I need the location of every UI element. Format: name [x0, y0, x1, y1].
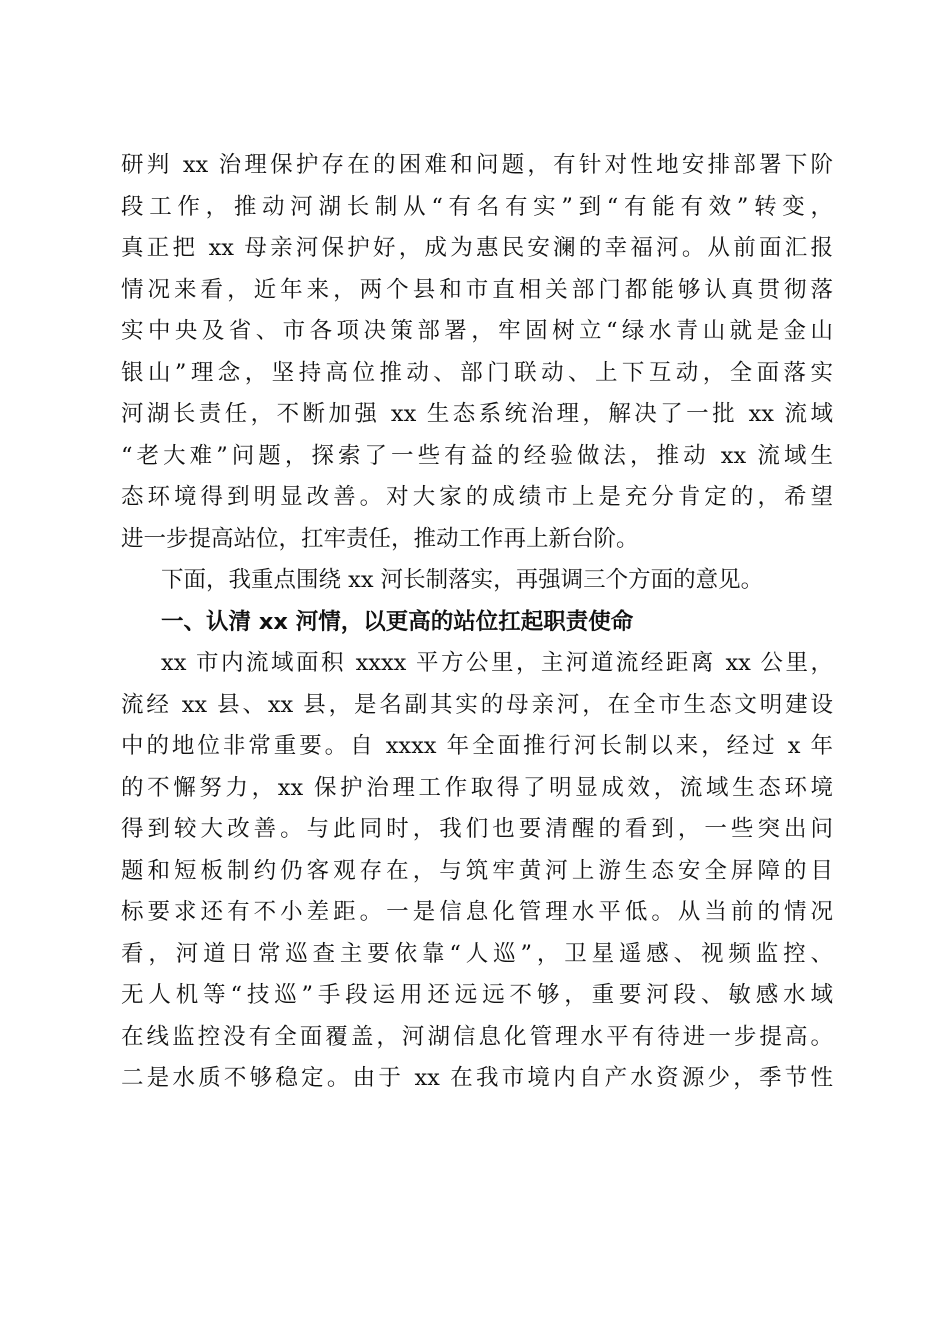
text-line: 的不懈努力，xx 保护治理工作取得了明显成效，流域生态环境	[121, 774, 833, 801]
text-line: 看，河道日常巡查主要依靠“人巡”，卫星遥感、视频监控、	[121, 940, 833, 967]
heading-1: 一、认清 xx 河情，以更高的站位扛起职责使命	[161, 608, 634, 635]
text-line: 进一步提高站位，扛牢责任，推动工作再上新台阶。	[121, 525, 639, 552]
text-line: 研判 xx 治理保护存在的困难和问题，有针对性地安排部署下阶	[121, 152, 833, 178]
section-heading	[121, 602, 833, 644]
text-line: 真正把 xx 母亲河保护好，成为惠民安澜的幸福河。从前面汇报	[121, 235, 833, 261]
text-line: 态环境得到明显改善。对大家的成绩市上是充分肯定的，希望	[121, 484, 833, 510]
text-line: “老大难”问题，探索了一些有益的经验做法，推动 xx 流域生	[121, 442, 833, 469]
text-line: 银山”理念，坚持高位推动、部门联动、上下互动，全面落实	[121, 359, 833, 386]
text-line: 情况来看，近年来，两个县和市直相关部门都能够认真贯彻落	[121, 276, 833, 303]
text-line: 无人机等“技巡”手段运用还远远不够，重要河段、敏感水域	[121, 982, 833, 1008]
text-line: xx 市内流域面积 xxxx 平方公里，主河道流经距离 xx 公里，	[161, 650, 833, 676]
paragraph-2	[121, 560, 833, 602]
text-line: 实中央及省、市各项决策部署，牢固树立“绿水青山就是金山	[121, 318, 833, 344]
text-line: 中的地位非常重要。自 xxxx 年全面推行河长制以来，经过 x 年	[121, 733, 833, 759]
text-line: 下面，我重点围绕 xx 河长制落实，再强调三个方面的意见。	[161, 567, 764, 593]
text-line: 在线监控没有全面覆盖，河湖信息化管理水平有待进一步提高。	[121, 1023, 833, 1050]
text-line: 河湖长责任，不断加强 xx 生态系统治理，解决了一批 xx 流域	[121, 401, 833, 427]
document-body	[121, 145, 833, 1100]
text-line: 得到较大改善。与此同时，我们也要清醒的看到，一些突出问	[121, 816, 833, 842]
text-line: 流经 xx 县、xx 县，是名副其实的母亲河，在全市生态文明建设	[121, 691, 833, 718]
text-line: 段工作，推动河湖长制从“有名有实”到“有能有效”转变，	[121, 193, 833, 220]
text-line: 二是水质不够稳定。由于 xx 在我市境内自产水资源少，季节性	[121, 1065, 833, 1091]
paragraph-3	[121, 643, 833, 1100]
paragraph-1	[121, 145, 833, 560]
text-line: 题和短板制约仍客观存在，与筑牢黄河上游生态安全屏障的目	[121, 857, 833, 884]
text-line: 标要求还有不小差距。一是信息化管理水平低。从当前的情况	[121, 899, 833, 925]
